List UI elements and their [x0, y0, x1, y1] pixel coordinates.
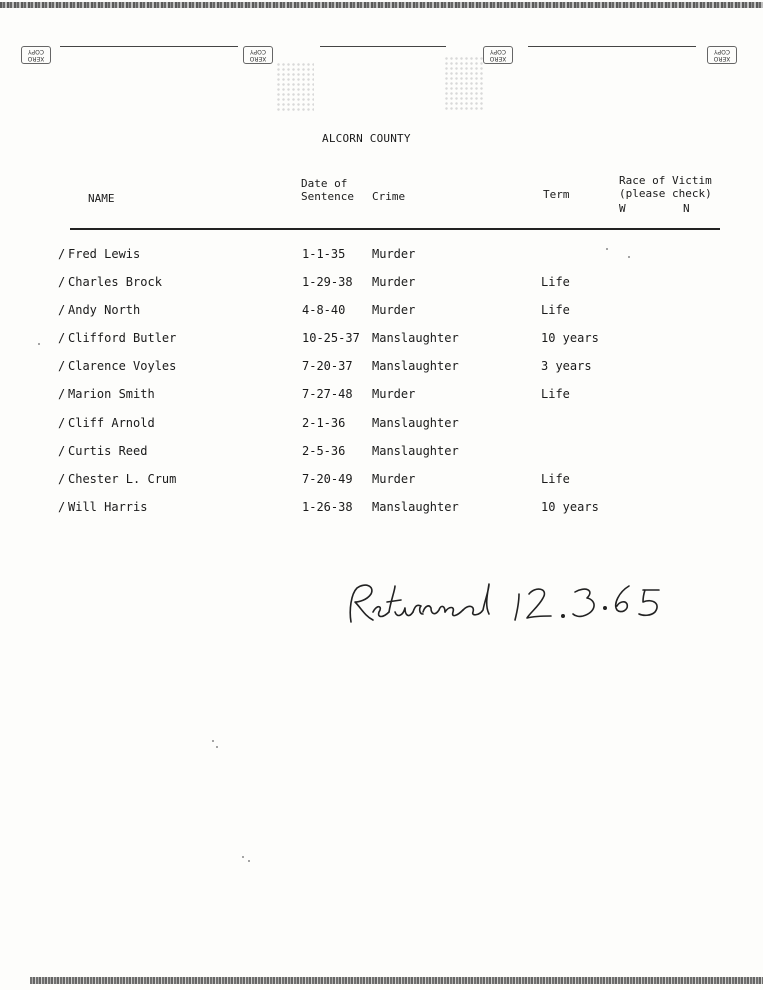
name-cell: Fred Lewis [68, 247, 141, 261]
column-header-crime: Crime [372, 190, 406, 203]
crime-cell: Manslaughter [372, 444, 459, 458]
checkmark: / [58, 275, 66, 289]
header-rule [70, 228, 720, 230]
scan-speck [38, 343, 40, 345]
name-cell: Chester L. Crum [68, 472, 177, 486]
scan-smudge [276, 62, 314, 112]
name-cell: Clarence Voyles [68, 359, 177, 373]
term-cell: 10 years [541, 500, 599, 514]
column-header-date: Date of Sentence [301, 177, 354, 203]
term-cell: Life [541, 303, 570, 317]
crime-cell: Murder [372, 247, 416, 261]
checkmark: / [58, 359, 66, 373]
checkmark: / [58, 444, 66, 458]
crime-cell: Murder [372, 387, 416, 401]
stamp-line [320, 46, 446, 47]
table-row [0, 247, 763, 267]
date-cell: 2-5-36 [302, 444, 346, 458]
column-header-name: NAME [88, 192, 115, 205]
table-row [0, 275, 763, 295]
date-cell: 2-1-36 [302, 416, 346, 430]
checkmark: / [58, 500, 66, 514]
stamp-line [528, 46, 696, 47]
scan-speck [248, 860, 250, 862]
crime-cell: Murder [372, 303, 416, 317]
name-cell: Clifford Butler [68, 331, 177, 345]
name-cell: Marion Smith [68, 387, 155, 401]
date-cell: 1-29-38 [302, 275, 353, 289]
scan-speck [242, 856, 244, 858]
term-cell: Life [541, 472, 570, 486]
date-cell: 7-20-49 [302, 472, 353, 486]
handwritten-returned-note [343, 572, 673, 632]
term-cell: 10 years [541, 331, 599, 345]
name-cell: Curtis Reed [68, 444, 148, 458]
table-row [0, 303, 763, 323]
scan-speck [628, 256, 630, 258]
column-header-race-w: W [619, 202, 626, 215]
term-cell: Life [541, 387, 570, 401]
crime-cell: Manslaughter [372, 359, 459, 373]
date-cell: 1-26-38 [302, 500, 353, 514]
table-row [0, 500, 763, 520]
xero-copy-stamp: XERO COPY [704, 46, 740, 68]
xero-copy-stamp: XERO COPY [480, 46, 516, 68]
term-cell: 3 years [541, 359, 592, 373]
name-cell: Charles Brock [68, 275, 162, 289]
table-row [0, 472, 763, 492]
name-cell: Will Harris [68, 500, 148, 514]
stamp-line [60, 46, 238, 47]
crime-cell: Murder [372, 472, 416, 486]
checkmark: / [58, 387, 66, 401]
checkmark: / [58, 303, 66, 317]
checkmark: / [58, 416, 66, 430]
column-header-race-n: N [683, 202, 690, 215]
scan-speck [606, 248, 608, 250]
scan-smudge [444, 56, 484, 112]
checkmark: / [58, 331, 66, 345]
crime-cell: Manslaughter [372, 500, 459, 514]
column-header-term: Term [543, 188, 570, 201]
scan-bottom-edge [30, 977, 763, 984]
name-cell: Andy North [68, 303, 141, 317]
date-cell: 10-25-37 [302, 331, 360, 345]
term-cell: Life [541, 275, 570, 289]
date-cell: 7-27-48 [302, 387, 353, 401]
xero-copy-stamp: XERO COPY [240, 46, 276, 68]
name-cell: Cliff Arnold [68, 416, 155, 430]
date-cell: 7-20-37 [302, 359, 353, 373]
date-cell: 4-8-40 [302, 303, 346, 317]
crime-cell: Murder [372, 275, 416, 289]
checkmark: / [58, 472, 66, 486]
xero-copy-stamp: XERO COPY [18, 46, 54, 68]
column-header-race: Race of Victim (please check) [619, 174, 712, 200]
table-row [0, 359, 763, 379]
county-title: ALCORN COUNTY [322, 132, 411, 145]
checkmark: / [58, 247, 66, 261]
table-row [0, 387, 763, 407]
scan-top-edge [0, 2, 763, 8]
crime-cell: Manslaughter [372, 416, 459, 430]
table-row [0, 331, 763, 351]
crime-cell: Manslaughter [372, 331, 459, 345]
scan-speck [212, 740, 214, 742]
table-row [0, 416, 763, 436]
table-row [0, 444, 763, 464]
scan-speck [216, 746, 218, 748]
date-cell: 1-1-35 [302, 247, 346, 261]
